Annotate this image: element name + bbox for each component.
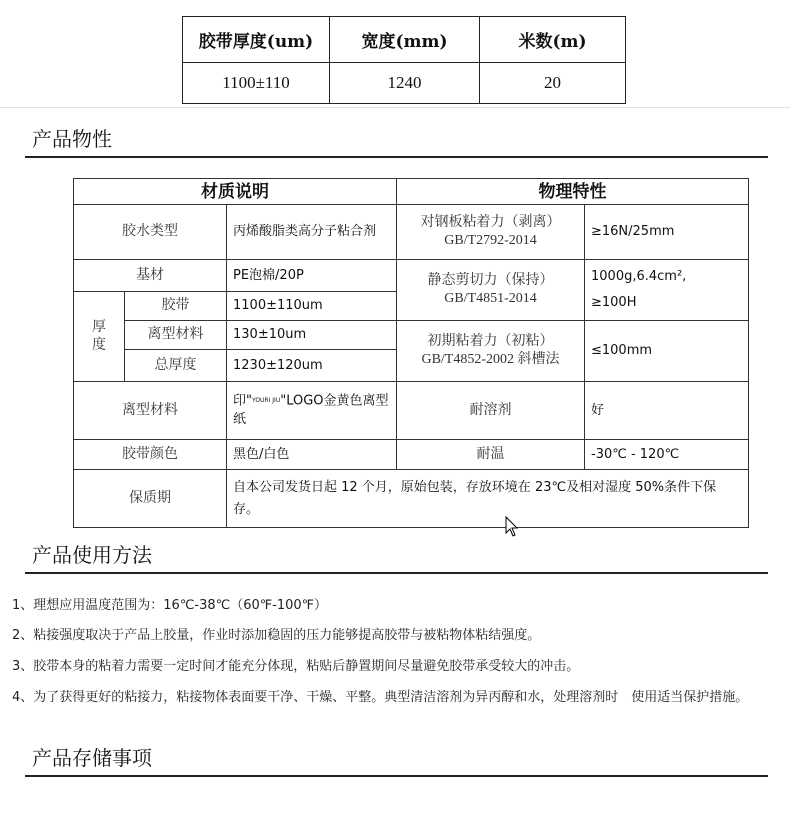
total-label: 总厚度 [125, 350, 227, 382]
base-value: PE泡棉/20P [227, 260, 397, 292]
spec-header-thickness: 胶带厚度(um) [183, 17, 330, 63]
mouse-cursor-icon [505, 516, 519, 538]
shear-label-line1: 静态剪切力（保持） [427, 273, 554, 288]
spec-value-width: 1240 [330, 63, 480, 104]
header-physical: 物理特性 [397, 179, 749, 205]
usage-item-2: 2、粘接强度取决于产品上胶量，作业时添加稳固的压力能够提高胶带与被粘物体粘结强度。 [12, 628, 541, 643]
solvent-label: 耐溶剂 [397, 382, 585, 440]
tack-value: ≤100mm [585, 321, 749, 382]
header-material: 材质说明 [74, 179, 397, 205]
adhesion-label [397, 205, 585, 260]
tack-label-line1: 初期粘着力（初粘） [427, 334, 554, 349]
row-release-material [74, 382, 749, 440]
shear-label-line2: GB/T4851-2014 [444, 291, 537, 306]
solvent-value: 好 [585, 382, 749, 440]
release-label: 离型材料 [125, 321, 227, 350]
temp-label: 耐温 [397, 440, 585, 470]
row-release-thickness [74, 321, 749, 350]
release-value: 130±10um [227, 321, 397, 350]
page-divider [0, 107, 790, 108]
shear-value [585, 260, 749, 321]
section-title-properties: 产品物性 [25, 126, 768, 158]
temp-value: -30℃ - 120℃ [585, 440, 749, 470]
thickness-label [74, 292, 125, 382]
spec-header-length: 米数(m) [480, 17, 626, 63]
spec-value-length: 20 [480, 63, 626, 104]
property-header-row [74, 179, 749, 205]
release-material-small: YOURI JIU [251, 397, 281, 405]
shear-label [397, 260, 585, 321]
release-material-value [227, 382, 397, 440]
shear-value-line2: ≥100H [591, 295, 637, 310]
section-title-storage: 产品存储事项 [25, 745, 768, 777]
shelf-value: 自本公司发货日起 12 个月，原始包装，存放环境在 23℃及相对湿度 50%条件下保存。 [227, 470, 749, 528]
glue-type-value: 丙烯酸脂类高分子粘合剂 [227, 205, 397, 260]
property-table [73, 178, 749, 528]
adhesion-value: ≥16N/25mm [585, 205, 749, 260]
tack-label-line2: GB/T4852-2002 斜槽法 [421, 352, 560, 367]
usage-item-1: 1、理想应用温度范围为：16℃-38℃（60℉-100℉） [12, 598, 328, 613]
spec-table-header-row [183, 17, 626, 63]
shelf-label: 保质期 [74, 470, 227, 528]
section-title-usage: 产品使用方法 [25, 542, 768, 574]
usage-item-4: 4、为了获得更好的粘接力，粘接物体表面要干净、干燥、平整。典型清洁溶剂为异丙醇和水，处理溶剂时 使用适当保护措施。 [12, 690, 749, 705]
thickness-label-text: 厚度 [92, 319, 106, 353]
tape-label: 胶带 [125, 292, 227, 321]
total-value: 1230±120um [227, 350, 397, 382]
color-label: 胶带颜色 [74, 440, 227, 470]
tape-value: 1100±110um [227, 292, 397, 321]
spec-table [182, 16, 626, 104]
row-glue-type [74, 205, 749, 260]
release-material-suffix: "LOGO金黄色离型纸 [233, 393, 389, 427]
spec-table-row [183, 63, 626, 104]
row-base [74, 260, 749, 292]
usage-item-3: 3、胶带本身的粘着力需要一定时间才能充分体现，粘贴后静置期间尽量避免胶带承受较大的冲击。 [12, 659, 580, 674]
adhesion-label-line1: 对钢板粘着力（剥离） [420, 215, 561, 230]
glue-type-label: 胶水类型 [74, 205, 227, 260]
release-material-prefix: 印" [233, 393, 252, 409]
adhesion-label-line2: GB/T2792-2014 [444, 233, 537, 248]
spec-value-thickness: 1100±110 [183, 63, 330, 104]
tack-label [397, 321, 585, 382]
row-color [74, 440, 749, 470]
color-value: 黑色/白色 [227, 440, 397, 470]
base-label: 基材 [74, 260, 227, 292]
shear-value-line1: 1000g,6.4cm², [591, 269, 687, 284]
release-material-label: 离型材料 [74, 382, 227, 440]
spec-header-width: 宽度(mm) [330, 17, 480, 63]
row-shelf-life [74, 470, 749, 528]
